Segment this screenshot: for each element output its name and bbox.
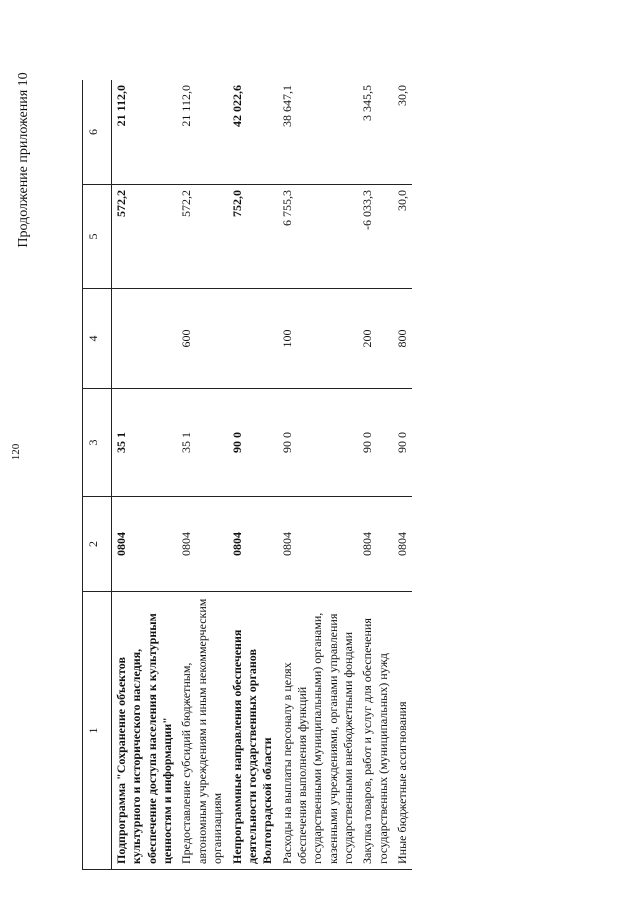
row-section-code: 0804 (358, 497, 393, 592)
table-row (228, 80, 278, 870)
row-change-amount: -6 033,3 (358, 185, 393, 289)
row-total-amount: 38 647,1 (278, 80, 359, 185)
table-row (278, 80, 359, 870)
row-target-article: 35 1 (112, 389, 178, 497)
row-total-amount: 42 022,6 (228, 80, 278, 185)
row-change-amount: 752,0 (228, 185, 278, 289)
column-header: 4 (83, 289, 112, 389)
budget-table (82, 80, 412, 870)
row-target-article: 90 0 (278, 389, 359, 497)
row-expense-kind: 100 (278, 289, 359, 389)
row-expense-kind (228, 289, 278, 389)
column-header: 2 (83, 497, 112, 592)
row-expense-kind (112, 289, 178, 389)
table-header-row (83, 80, 112, 870)
row-total-amount: 30,0 (393, 80, 412, 185)
column-header: 6 (83, 80, 112, 185)
row-name: Иные бюджетные ассигнования (393, 592, 412, 870)
row-section-code: 0804 (177, 497, 227, 592)
table-row (358, 80, 393, 870)
page-heading: Продолжение приложения 10 (16, 72, 31, 248)
table-row (393, 80, 412, 870)
row-total-amount: 21 112,0 (177, 80, 227, 185)
table-row (112, 80, 178, 870)
row-expense-kind: 200 (358, 289, 393, 389)
row-total-amount: 3 345,5 (358, 80, 393, 185)
row-change-amount: 572,2 (177, 185, 227, 289)
row-change-amount: 572,2 (112, 185, 178, 289)
column-header: 1 (83, 592, 112, 870)
table-row (177, 80, 227, 870)
column-header: 3 (83, 389, 112, 497)
row-expense-kind: 800 (393, 289, 412, 389)
table-inner (82, 80, 612, 870)
row-section-code: 0804 (278, 497, 359, 592)
row-name: Закупка товаров, работ и услуг для обеспечения государственных (муниципальных) нужд (358, 592, 393, 870)
row-name: Непрограммные направления обеспечения деятельности государственных органов Волгоградской области (228, 592, 278, 870)
row-target-article: 90 0 (358, 389, 393, 497)
row-target-article: 90 0 (228, 389, 278, 497)
row-change-amount: 30,0 (393, 185, 412, 289)
row-section-code: 0804 (228, 497, 278, 592)
row-expense-kind: 600 (177, 289, 227, 389)
page-number: 120 (10, 443, 22, 461)
rotated-table-container (82, 80, 612, 870)
table-body (112, 80, 413, 870)
row-section-code: 0804 (112, 497, 178, 592)
row-section-code: 0804 (393, 497, 412, 592)
row-name: Расходы на выплаты персоналу в целях обеспечения выполнения функций государственными (муниципальными) органами, казенными учреждениями, органами управления государственными внебюджетными фондами (278, 592, 359, 870)
row-total-amount: 21 112,0 (112, 80, 178, 185)
row-name: Предоставление субсидий бюджетным, автономным учреждениям и иным некоммерческим организациям (177, 592, 227, 870)
row-change-amount: 6 755,3 (278, 185, 359, 289)
row-target-article: 35 1 (177, 389, 227, 497)
row-name: Подпрограмма "Сохранение объектов культурного и исторического наследия, обеспечение доступа населения к культурным ценностям и информации" (112, 592, 178, 870)
column-header: 5 (83, 185, 112, 289)
row-target-article: 90 0 (393, 389, 412, 497)
